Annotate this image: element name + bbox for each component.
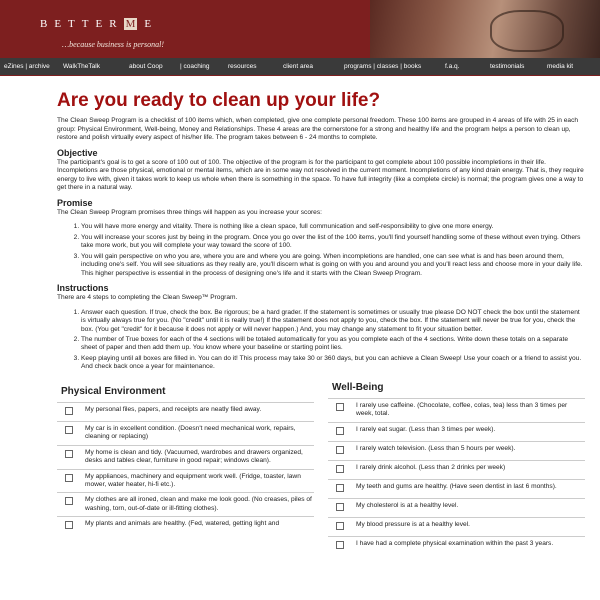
nav-walkthetalk[interactable]: WalkTheTalk: [63, 63, 100, 70]
checklist-row: [328, 479, 585, 498]
checklist-row: [328, 441, 585, 460]
checklist-label: I rarely use caffeine. (Chocolate, coffee, colas, tea) less than 3 times per week, total.: [356, 401, 568, 418]
objective-text: The participant's goal is to get a score of 100 out of 100. The objective of the program is for the participant to get complete about 100 possible incompletions in their life. Incompletions are those physical, emotional or mental items, which are in some way not resolved in the current moment. Incompletions of any kind drain energy. That is, they require energy to live with, given it takes work to keep us whole when there is something in the space. To have full integrity (like a complete circle) is normal; the program gives one a way to get there in a natural way.: [57, 159, 584, 192]
checklist-label: My blood pressure is at a healthy level.: [356, 520, 470, 528]
checklist-row: [57, 469, 314, 493]
list-item: 1. Answer each question. If true, check the box. Be rigorous; be a hard grader. If the statement is sometimes or usually true please DO NOT check the box until the statement is virtually always true for you. (No "credit" until it is really true!) If the statement does not apply to you, check the box. If the statement will never be true for you, check the box. (You get "credit" for it because it does not apply or will never happen.) And, you may change any statement to fit your situation better.: [81, 309, 585, 334]
instructions-intro: There are 4 steps to completing the Clean Sweep™ Program.: [57, 294, 238, 302]
checklist-row: [328, 460, 585, 479]
intro-text: The Clean Sweep Program is a checklist of 100 items which, when completed, give one complete personal freedom. These 100 items are grouped in 4 areas of life with 25 in each group: Physical Environment, Well-being, Money and Relationships. These 4 areas are the cornerstone for a strong and healthy life and the program helps a person to clean up, restore and polish virtually every aspect of his/her life. The program takes between 6 - 24 months to complete.: [57, 117, 579, 142]
nav-programs[interactable]: programs | classes | books: [344, 63, 422, 70]
nav-about-coop[interactable]: about Coop: [129, 63, 163, 70]
checklist-row: [57, 421, 314, 445]
site-tagline: …because business is personal!: [62, 40, 164, 49]
wellbeing-heading: Well-Being: [332, 381, 384, 393]
checklist-label: My appliances, machinery and equipment work well. (Fridge, toaster, lawn mower, water heater, hi-fi etc.).: [85, 472, 301, 488]
nav-testimonials[interactable]: testimonials: [490, 63, 525, 70]
objective-heading: Objective: [57, 147, 98, 158]
nav-resources[interactable]: resources: [228, 63, 257, 70]
checklist-label: I rarely watch television. (Less than 5 hours per week).: [356, 444, 516, 452]
promise-list: [57, 223, 585, 277]
nav-client-area[interactable]: client area: [283, 63, 313, 70]
nav-faq[interactable]: f.a.q.: [445, 63, 460, 70]
checklist-row: [328, 422, 585, 441]
checkbox[interactable]: [336, 446, 344, 454]
glasses-image: [490, 10, 564, 52]
well-being-section: [328, 381, 585, 555]
list-item: 3. Keep playing until all boxes are filled in. You can do it! This process may take 30 or 360 days, but you can achieve a Clean Sweep! Use your coach or a friend to assist you. And check back once a year for maintenance.: [81, 355, 585, 372]
checklist-columns: [57, 381, 585, 555]
checklist-row: [328, 536, 585, 555]
checklist-row: [57, 402, 314, 421]
checkbox[interactable]: [65, 450, 73, 458]
checkbox[interactable]: [336, 484, 344, 492]
physical-heading: Physical Environment: [61, 385, 166, 397]
checklist-row: [328, 517, 585, 536]
header-photo: [370, 0, 600, 58]
checklist-row: [57, 516, 314, 535]
checklist-row: [57, 492, 314, 516]
site-logo[interactable]: [40, 18, 158, 30]
checklist-label: My clothes are all ironed, clean and make me look good. (No creases, piles of washing, torn, out-of-date or ill-fitting clothes).: [85, 496, 312, 512]
checkbox[interactable]: [336, 503, 344, 511]
promise-intro: The Clean Sweep Program promises three things will happen as you increase your scores:: [57, 209, 322, 217]
checklist-row: [328, 498, 585, 517]
checkbox[interactable]: [65, 497, 73, 505]
checklist-label: My car is in excellent condition. (Doesn't need mechanical work, repairs, cleaning or replacing): [85, 424, 296, 441]
checklist-label: I rarely eat sugar. (Less than 3 times per week).: [356, 425, 496, 433]
list-item: 2. You will increase your scores just by being in the program. Once you go over the list of the 100 items, you'll find yourself handling some of these without even trying. Others take more work, but you will complete your way toward the score of 100.: [81, 234, 585, 251]
main-nav: [0, 58, 600, 76]
checklist-row: [57, 445, 314, 469]
checklist-label: My cholesterol is at a healthy level.: [356, 501, 459, 509]
checklist-label: I have had a complete physical examination within the past 3 years.: [356, 539, 554, 547]
list-item: 2. The number of True boxes for each of the 4 sections will be totaled automatically for you as you complete each of the 4 sections. Write down these totals on a separate sheet of paper and then add them up. You know where your baseline or starting point lies.: [81, 336, 585, 353]
checkbox[interactable]: [336, 541, 344, 549]
promise-heading: Promise: [57, 197, 93, 208]
checklist-label: My personal files, papers, and receipts are neatly filed away.: [85, 405, 262, 413]
checkbox[interactable]: [65, 521, 73, 529]
list-item: 1. You will have more energy and vitality. There is nothing like a clean space, full communication and self-responsibility to give one more energy.: [81, 223, 585, 231]
nav-coaching[interactable]: | coaching: [180, 63, 210, 70]
checkbox[interactable]: [65, 426, 73, 434]
nav-media-kit[interactable]: media kit: [547, 63, 574, 70]
instructions-list: [57, 309, 585, 372]
checklist-row: [328, 398, 585, 422]
checkbox[interactable]: [65, 474, 73, 482]
checklist-label: My teeth and gums are healthy. (Have seen dentist in last 6 months).: [356, 482, 557, 490]
logo-box-letter: M: [125, 18, 136, 30]
instructions-heading: Instructions: [57, 282, 109, 293]
checklist-label: I rarely drink alcohol. (Less than 2 drinks per week): [356, 463, 506, 471]
logo-text-end: E: [144, 18, 159, 30]
main-content: [0, 90, 600, 555]
checklist-label: My plants and animals are healthy. (Fed, watered, getting light and: [85, 520, 280, 528]
page-title: Are you ready to clean up your life?: [57, 90, 381, 111]
checkbox[interactable]: [336, 465, 344, 473]
physical-environment-section: [57, 384, 314, 555]
checkbox[interactable]: [65, 407, 73, 415]
checklist-label: My home is clean and tidy. (Vacuumed, wardrobes and drawers organized, desks and tables clear, furniture in good repair; windows clean).: [85, 448, 303, 465]
logo-text: BETTER: [40, 18, 124, 30]
checkbox[interactable]: [336, 403, 344, 411]
site-header: [0, 0, 600, 58]
checkbox[interactable]: [336, 427, 344, 435]
nav-ezines[interactable]: eZines | archive: [4, 63, 50, 70]
checkbox[interactable]: [336, 522, 344, 530]
list-item: 3. You will gain perspective on who you are, where you are and where you are going. When incompletions are handled, one can see what is and has been around them, including one's self. You will see situations as they really are, you'll discern what is going on with you and around you and you'll react less and choose more in your daily life. This higher perspective is essential in the process of designing one's life and it starts with the Clean Sweep Program.: [81, 253, 585, 278]
